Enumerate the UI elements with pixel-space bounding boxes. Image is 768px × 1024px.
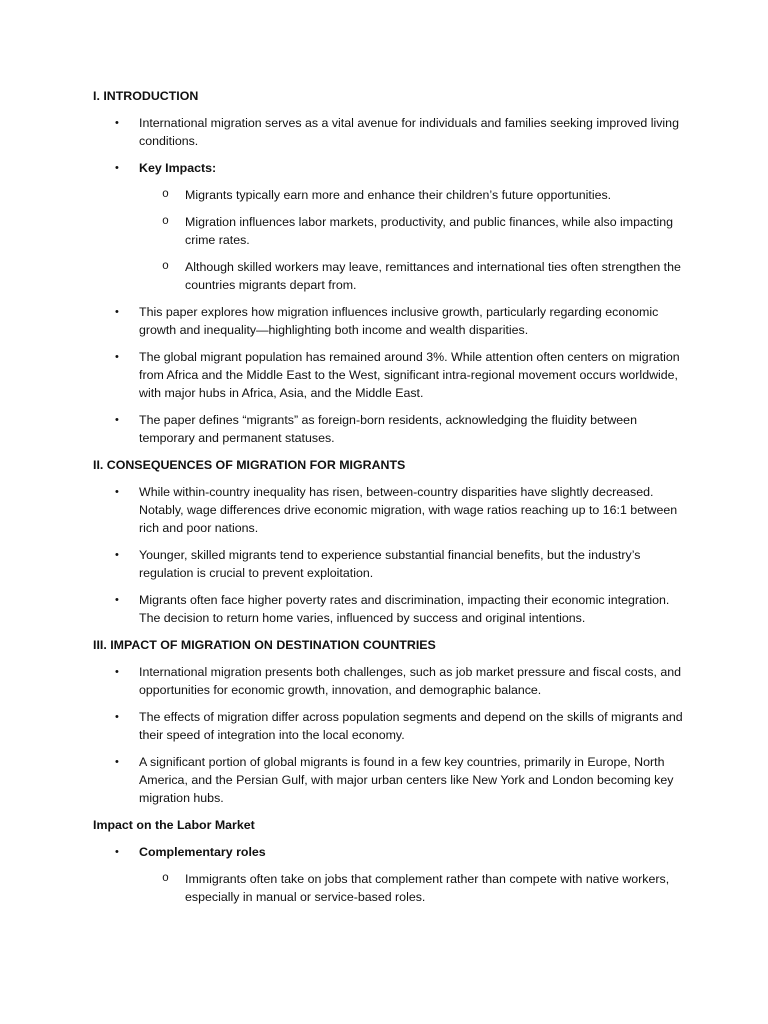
list-item [93,753,683,807]
destination-bullet-list [93,663,683,807]
sub-bullet-icon: o [162,215,169,228]
sub-bullet-text: Immigrants often take on jobs that complement rather than compete with native workers, especially in manual or service-based roles. [185,872,670,904]
key-impacts-label: Key Impacts: [139,161,217,175]
list-item [93,411,683,447]
list-item [93,348,683,402]
complementary-roles-label: Complementary roles [139,845,266,859]
list-item [93,663,683,699]
complementary-roles-sublist [139,870,683,906]
bullet-icon: • [115,756,119,768]
section-heading-destination-impact: III. IMPACT OF MIGRATION ON DESTINATION COUNTRIES [93,638,436,652]
list-item [139,870,683,906]
sub-bullet-text: Migrants typically earn more and enhance their children’s future opportunities. [185,188,612,202]
bullet-icon: • [115,117,119,129]
bullet-text: International migration presents both challenges, such as job market pressure and fiscal costs, and opportunities for economic growth, innovation, and demographic balance. [139,665,682,697]
bullet-icon: • [115,414,119,426]
list-item [93,708,683,744]
bullet-icon: • [115,666,119,678]
sub-bullet-icon: o [162,188,169,201]
bullet-icon: • [115,594,119,606]
bullet-text: While within-country inequality has risen, between-country disparities have slightly decreased. Notably, wage differences drive economic migration, with wage ratios reaching up to 16:1 between rich and poor nations. [139,485,678,535]
sub-bullet-icon: o [162,872,169,885]
bullet-text: The paper defines “migrants” as foreign-born residents, acknowledging the fluidity between temporary and permanent statuses. [139,413,637,445]
sub-bullet-icon: o [162,260,169,273]
section-heading-labor-market: Impact on the Labor Market [93,818,255,832]
list-item [93,546,683,582]
introduction-bullet-list [93,114,683,447]
sub-bullet-text: Although skilled workers may leave, remittances and international ties often strengthen the countries migrants depart from. [185,260,681,292]
bullet-text: Younger, skilled migrants tend to experience substantial financial benefits, but the industry’s regulation is crucial to prevent exploitation. [139,548,641,580]
bullet-text: International migration serves as a vital avenue for individuals and families seeking improved living conditions. [139,116,679,148]
list-item [139,186,683,204]
list-item [93,483,683,537]
bullet-text: Migrants often face higher poverty rates and discrimination, impacting their economic integration. The decision to return home varies, influenced by success and original intentions. [139,593,670,625]
document-page [93,87,683,915]
bullet-icon: • [115,549,119,561]
list-item [93,591,683,627]
sub-bullet-text: Migration influences labor markets, productivity, and public finances, while also impacting crime rates. [185,215,674,247]
consequences-bullet-list [93,483,683,627]
bullet-icon: • [115,846,119,858]
bullet-icon: • [115,486,119,498]
section-heading-introduction: I. INTRODUCTION [93,89,199,103]
bullet-icon: • [115,306,119,318]
list-item [93,843,683,906]
labor-market-bullet-list [93,843,683,906]
list-item [139,258,683,294]
list-item [93,159,683,294]
bullet-text: This paper explores how migration influences inclusive growth, particularly regarding economic growth and inequality—highlighting both income and wealth disparities. [139,305,659,337]
list-item [93,114,683,150]
bullet-text: The global migrant population has remained around 3%. While attention often centers on migration from Africa and the Middle East to the West, significant intra-regional movement occurs worldwide, with major hubs in Africa, Asia, and the Middle East. [139,350,680,400]
list-item [139,213,683,249]
list-item [93,303,683,339]
bullet-icon: • [115,162,119,174]
bullet-text: The effects of migration differ across population segments and depend on the skills of migrants and their speed of integration into the local economy. [139,710,683,742]
bullet-icon: • [115,351,119,363]
section-heading-consequences: II. CONSEQUENCES OF MIGRATION FOR MIGRANTS [93,458,406,472]
bullet-icon: • [115,711,119,723]
key-impacts-sublist [139,186,683,294]
bullet-text: A significant portion of global migrants is found in a few key countries, primarily in Europe, North America, and the Persian Gulf, with major urban centers like New York and London becoming key migration hubs. [139,755,674,805]
